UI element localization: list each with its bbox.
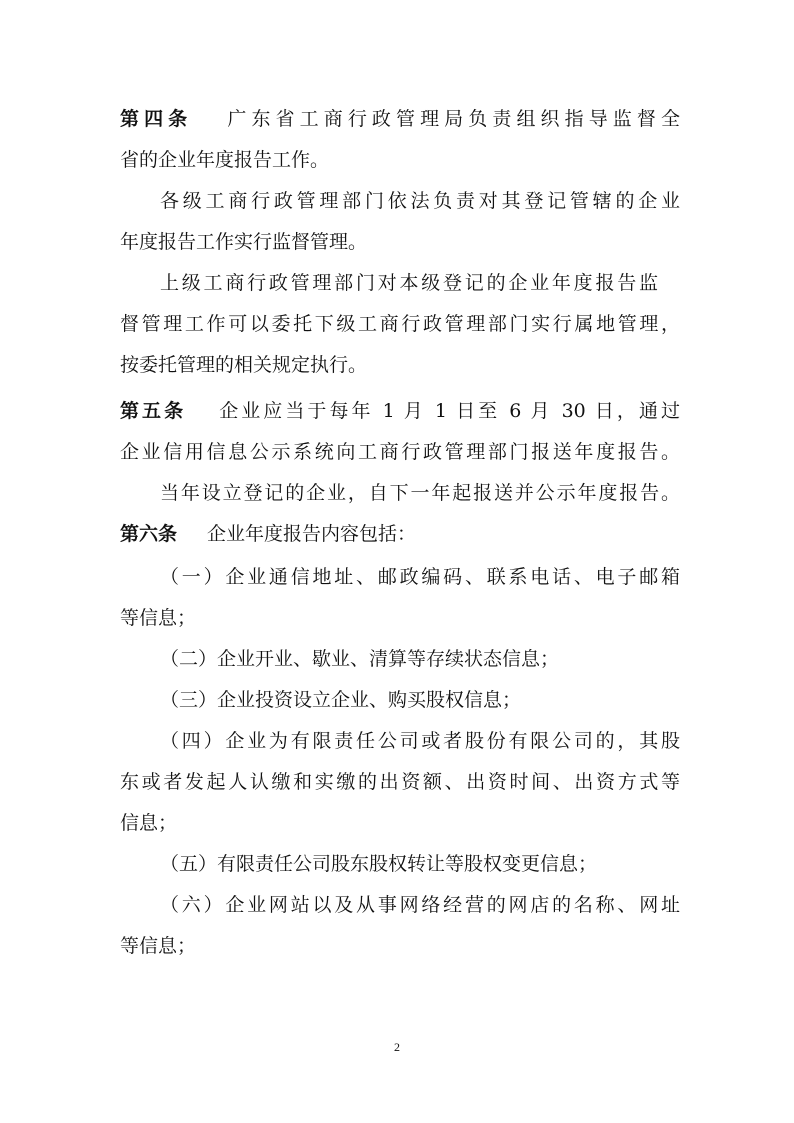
- article4-p3-line2: 督管理工作可以委托下级工商行政管理部门实行属地管理，: [120, 313, 680, 335]
- article5-text-line1: 企业应当于每年 1 月 1 日至 6 月 30 日，通过: [216, 400, 680, 422]
- article5-p2-line1: 当年设立登记的企业，自下一年起报送并公示年度报告。: [160, 482, 680, 504]
- page-number: 2: [394, 1040, 400, 1054]
- article6-item3-line1: （三）企业投资设立企业、购买股权信息；: [160, 689, 522, 711]
- article6-item2-line1: （二）企业开业、歇业、清算等存续状态信息；: [160, 648, 560, 670]
- article4-text-line1: 广东省工商行政管理局负责组织指导监督全: [222, 108, 680, 130]
- article5-line1: [120, 399, 680, 423]
- article6-item4-line3: 信息；: [120, 812, 178, 834]
- article6-line1: [120, 522, 680, 546]
- article4-line2: 省的企业年度报告工作。: [120, 149, 330, 171]
- article6-item1-line2: 等信息；: [120, 607, 197, 629]
- article6-text-line1: 企业年度报告内容包括：: [207, 523, 417, 545]
- article6-item4-line2: 东或者发起人认缴和实缴的出资额、出资时间、出资方式等: [120, 771, 680, 793]
- article6-item6-line2: 等信息；: [120, 935, 197, 957]
- article6-item5-line1: （五）有限责任公司股东股权转让等股权变更信息；: [160, 853, 598, 875]
- article6-item4-line1: （四）企业为有限责任公司或者股份有限公司的，其股: [160, 730, 680, 752]
- article4-label: 第四条: [120, 108, 193, 130]
- article4-p2-line1: 各级工商行政管理部门依法负责对其登记管辖的企业: [160, 190, 680, 212]
- article6-label: 第六条: [120, 523, 178, 545]
- article5-label: 第五条: [120, 400, 187, 422]
- article6-item1-line1: （一）企业通信地址、邮政编码、联系电话、电子邮箱: [160, 566, 680, 588]
- article4-p2-line2: 年度报告工作实行监督管理。: [120, 231, 368, 253]
- article4-p3-line3: 按委托管理的相关规定执行。: [120, 354, 368, 376]
- article4-p3-line1: 上级工商行政管理部门对本级登记的企业年度报告监: [160, 272, 658, 294]
- article6-item6-line1: （六）企业网站以及从事网络经营的网店的名称、网址: [160, 894, 680, 916]
- article4-line1: [120, 107, 680, 131]
- article5-line2: 企业信用信息公示系统向工商行政管理部门报送年度报告。: [120, 441, 680, 463]
